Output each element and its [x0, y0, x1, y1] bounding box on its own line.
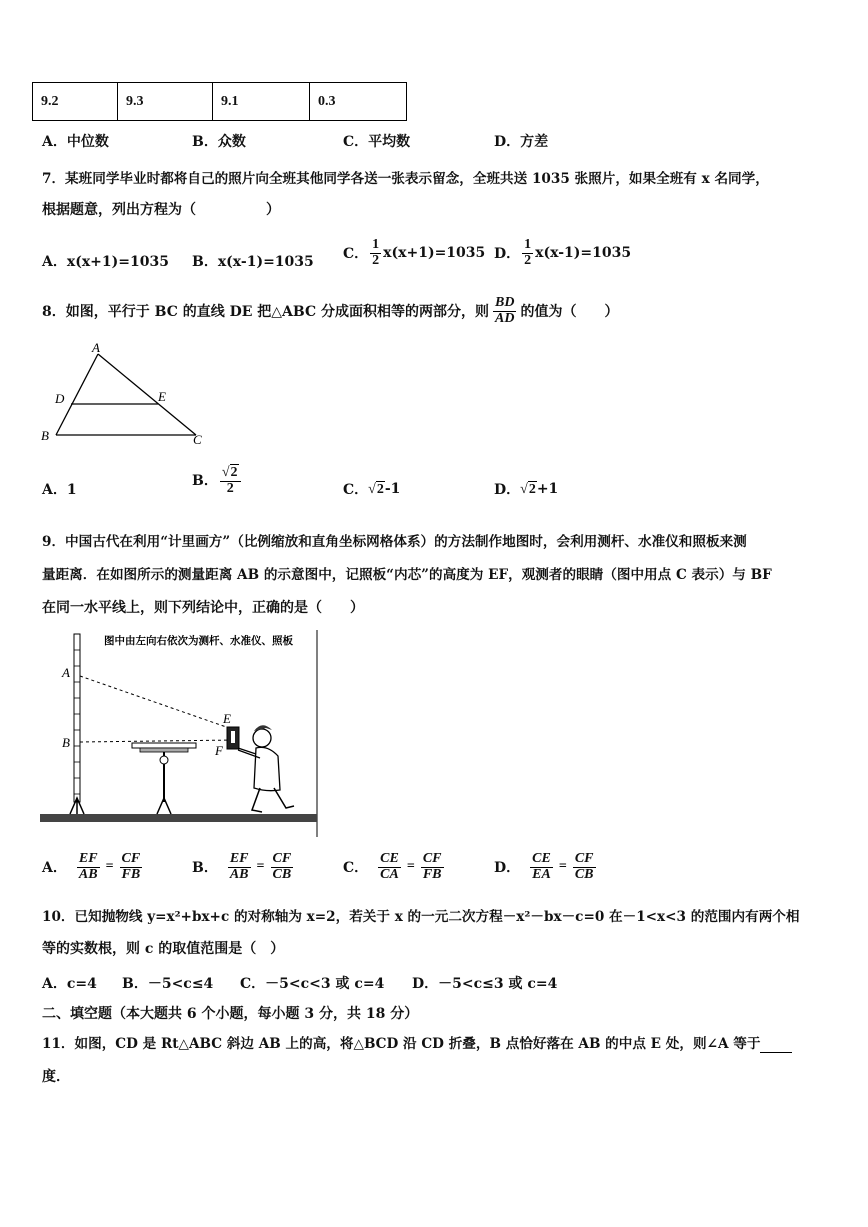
fraction [522, 238, 533, 268]
q10-option-b: B．－5<c≤4 [122, 976, 214, 992]
option-tail: x(x-1)=1035 [535, 245, 632, 262]
q6-option-c: C．平均数 [343, 134, 411, 150]
q8-text [42, 296, 618, 326]
label-b: B [62, 735, 70, 750]
q8-option-c [343, 479, 400, 499]
q9-option-d [494, 852, 598, 882]
label-a: A [92, 340, 100, 355]
fraction-den: 2 [524, 252, 532, 268]
sight-line-a [80, 676, 232, 729]
fraction-den: CB [272, 866, 292, 882]
pole-foot [70, 798, 84, 814]
observer-body [254, 747, 280, 790]
label-b: B [41, 428, 49, 443]
option-label: A． [42, 860, 67, 877]
fraction-num: CE [380, 851, 399, 866]
observer-head [253, 729, 271, 747]
fraction-den: CA [380, 866, 399, 882]
option-label: C． [343, 482, 369, 498]
table-cell: 9.2 [33, 83, 118, 121]
label-a: A [62, 665, 70, 680]
q8-option-d [494, 479, 558, 499]
q6-option-a: A．中位数 [42, 134, 109, 150]
q7-option-a: A．x(x+1)=1035 [42, 254, 169, 270]
fraction-den: AB [78, 866, 98, 882]
option-tail: -1 [384, 481, 401, 497]
fraction-num: √2 [220, 464, 241, 482]
radicand: 2 [528, 481, 536, 497]
measuring-pole [74, 634, 80, 802]
fraction-num: EF [78, 851, 98, 866]
label-f: F [215, 743, 223, 758]
option-label: D． [494, 860, 521, 877]
q8-option-a: A．1 [42, 482, 77, 498]
sight-line-b [80, 740, 236, 742]
q6-option-d: D．方差 [494, 134, 549, 150]
fraction-den: AB [229, 866, 249, 882]
fraction [421, 852, 444, 882]
q9-text-line3: 在同一水平线上，则下列结论中，正确的是（ ） [42, 600, 364, 616]
q11-text-line1 [42, 1032, 792, 1053]
fraction [228, 852, 251, 882]
fraction [370, 238, 381, 268]
option-label: C． [343, 246, 369, 263]
sqrt: √2 [520, 481, 536, 497]
fraction-den: AD [495, 310, 515, 326]
fraction [271, 852, 294, 882]
equals-sign: = [105, 859, 114, 875]
table-cell: 9.1 [213, 83, 310, 121]
option-label: C． [343, 860, 369, 877]
equals-sign: = [558, 859, 567, 875]
q10-option-a: A．c=4 [42, 976, 97, 992]
label-d: D [55, 391, 65, 406]
option-label: B． [192, 473, 218, 490]
option-label: D． [494, 246, 521, 263]
q11-text-body: 11．如图，CD 是 Rt△ABC 斜边 AB 上的高，将△BCD 沿 CD 折叠，B 点恰好落在 AB 的中点 E 处，则∠A 等于 [42, 1036, 761, 1052]
q9-option-b [192, 852, 295, 882]
sqrt: √2 [368, 481, 384, 497]
surveying-figure [40, 630, 322, 840]
table-cell: 9.3 [118, 83, 213, 121]
ground [40, 814, 317, 822]
level-bar [132, 743, 196, 748]
q9-option-a [42, 852, 144, 882]
radicand: 2 [376, 481, 384, 497]
table-cell: 0.3 [310, 83, 407, 121]
fraction-num: BD [495, 295, 515, 310]
q6-option-b: B．众数 [192, 134, 246, 150]
data-table [32, 82, 407, 121]
q7-option-d [494, 238, 631, 268]
option-label: B． [192, 860, 218, 877]
q8-text-tail: 的值为（ ） [520, 304, 619, 321]
answer-blank [760, 1036, 792, 1053]
level-base [140, 748, 188, 752]
fraction [220, 464, 241, 496]
q8-text-body: 8．如图，平行于 BC 的直线 DE 把△ABC 分成面积相等的两部分，则 [42, 304, 490, 321]
fraction-den: FB [121, 866, 141, 882]
fraction-den: 2 [226, 480, 234, 496]
fraction [573, 852, 596, 882]
q10-text-line2: 等的实数根，则 c 的取值范围是（ ） [42, 941, 285, 957]
fraction-num: EF [229, 851, 249, 866]
fraction-num: 1 [524, 237, 532, 252]
label-c: C [193, 432, 202, 447]
triangle-figure [36, 340, 216, 450]
option-tail: x(x+1)=1035 [383, 245, 486, 262]
fraction-num: CF [422, 851, 442, 866]
fraction-den: FB [422, 866, 442, 882]
fraction [77, 852, 100, 882]
q10-text-line1: 10．已知抛物线 y=x²+bx+c 的对称轴为 x=2，若关于 x 的一元二次方程－x²－bx－c=0 在－1<x<3 的范围内有两个相 [42, 909, 800, 925]
fraction-num: CF [121, 851, 141, 866]
q7-text-line1: 7．某班同学毕业时都将自己的照片向全班其他同学各送一张表示留念，全班共送 1035 张照片，如果全班有 x 名同学， [42, 171, 769, 187]
q10-option-d: D．－5<c≤3 或 c=4 [412, 976, 558, 992]
level-knob [160, 756, 168, 764]
fraction-num: CF [574, 851, 594, 866]
fraction-num: CE [532, 851, 551, 866]
equals-sign: = [406, 859, 415, 875]
q7-option-b: B．x(x-1)=1035 [192, 254, 314, 270]
option-label: D． [494, 482, 521, 498]
fraction [493, 296, 516, 326]
fraction-num: CF [272, 851, 292, 866]
label-e: E [158, 389, 166, 404]
figure-caption: 图中由左向右依次为测杆、水准仪、照板 [104, 635, 293, 647]
section-heading: 二、填空题（本大题共 6 个小题，每小题 3 分，共 18 分） [42, 1006, 419, 1022]
q9-text-line1: 9．中国古代在利用“计里画方”（比例缩放和直角坐标网格体系）的方法制作地图时，会利用测杆、水准仪和照板来测 [42, 534, 747, 550]
q11-text-line2: 度． [42, 1069, 70, 1085]
board-core [231, 731, 235, 743]
fraction [378, 852, 401, 882]
fraction-den: CB [574, 866, 594, 882]
q7-option-c [343, 238, 485, 268]
q9-option-c [343, 852, 446, 882]
q8-option-b [192, 464, 243, 496]
fraction [530, 852, 553, 882]
label-e: E [223, 711, 231, 726]
fraction-den: EA [532, 866, 551, 882]
fraction-den: 2 [372, 252, 380, 268]
observer-legs [252, 788, 294, 812]
fraction [120, 852, 143, 882]
radicand: 2 [230, 465, 238, 480]
q7-text-line2: 根据题意，列出方程为（ ） [42, 202, 280, 218]
q10-option-c: C．－5<c<3 或 c=4 [240, 976, 385, 992]
table-row [33, 83, 407, 121]
option-tail: +1 [536, 481, 559, 497]
q9-text-line2: 量距离．在如图所示的测量距离 AB 的示意图中，记照板“内芯”的高度为 EF，观测者的眼睛（图中用点 C 表示）与 BF [42, 567, 772, 583]
side-ac [98, 354, 196, 435]
equals-sign: = [256, 859, 265, 875]
fraction-num: 1 [372, 237, 380, 252]
